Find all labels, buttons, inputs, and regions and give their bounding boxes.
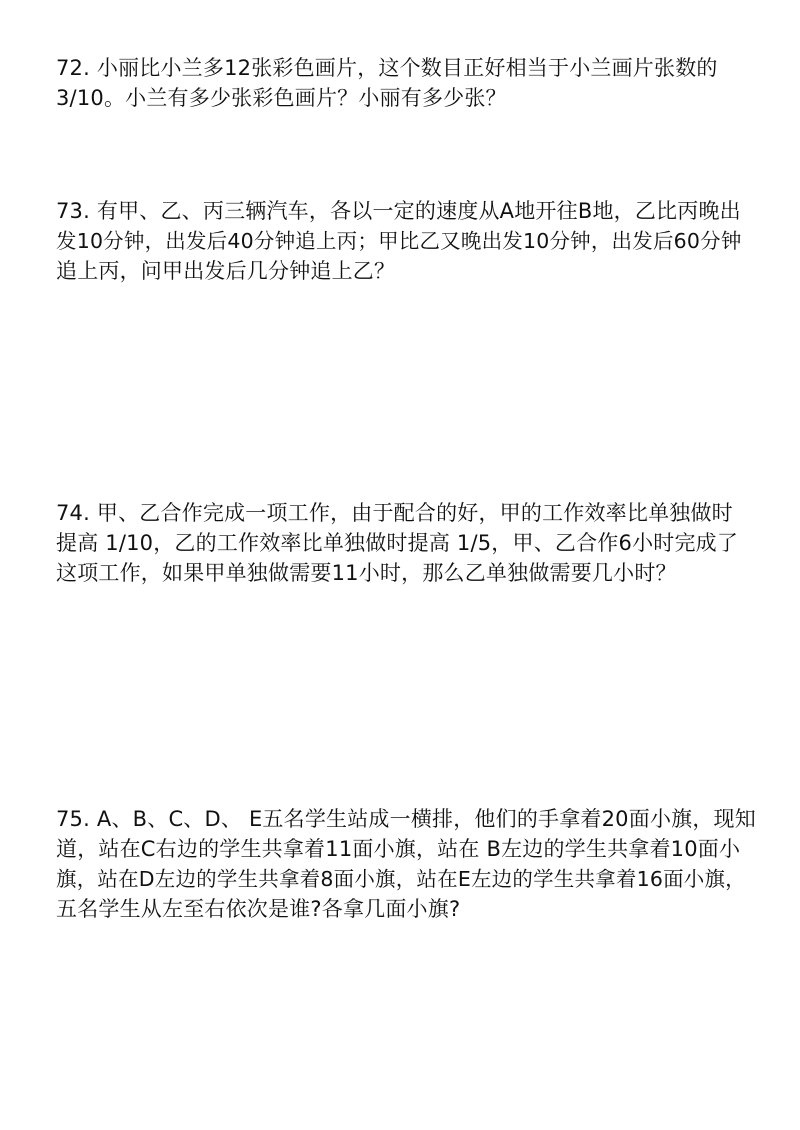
problem-line: 74. 甲、乙合作完成一项工作，由于配合的好，甲的工作效率比单独做时 <box>56 501 733 525</box>
problem-line: 旗，站在D左边的学生共拿着8面小旗，站在E左边的学生共拿着16面小旗， <box>56 867 746 891</box>
problem-73 <box>56 196 756 286</box>
problem-line: 追上丙，问甲出发后几分钟追上乙？ <box>56 259 396 283</box>
problem-line: 72. 小丽比小兰多12张彩色画片，这个数目正好相当于小兰画片张数的 <box>56 56 718 80</box>
problem-line: 五名学生从左至右依次是谁?各拿几面小旗? <box>56 897 461 921</box>
problem-line: 提高 1/10，乙的工作效率比单独做时提高 1/5，甲、乙合作6小时完成了 <box>56 531 739 555</box>
problem-line: 73. 有甲、乙、丙三辆汽车，各以一定的速度从A地开往B地，乙比丙晚出 <box>56 199 741 223</box>
problem-74 <box>56 498 756 588</box>
problem-line: 这项工作，如果甲单独做需要11小时，那么乙单独做需要几小时？ <box>56 561 677 585</box>
problem-line: 3/10。小兰有多少张彩色画片？小丽有多少张？ <box>56 86 507 110</box>
problem-line: 75. A、B、C、D、 E五名学生站成一横排，他们的手拿着20面小旗，现知 <box>56 807 756 831</box>
problem-line: 道，站在C右边的学生共拿着11面小旗，站在 B左边的学生共拿着10面小 <box>56 837 741 861</box>
problem-line: 发10分钟，出发后40分钟追上丙；甲比乙又晚出发10分钟，出发后60分钟 <box>56 229 742 253</box>
problem-75 <box>56 804 756 924</box>
problem-72 <box>56 53 756 113</box>
